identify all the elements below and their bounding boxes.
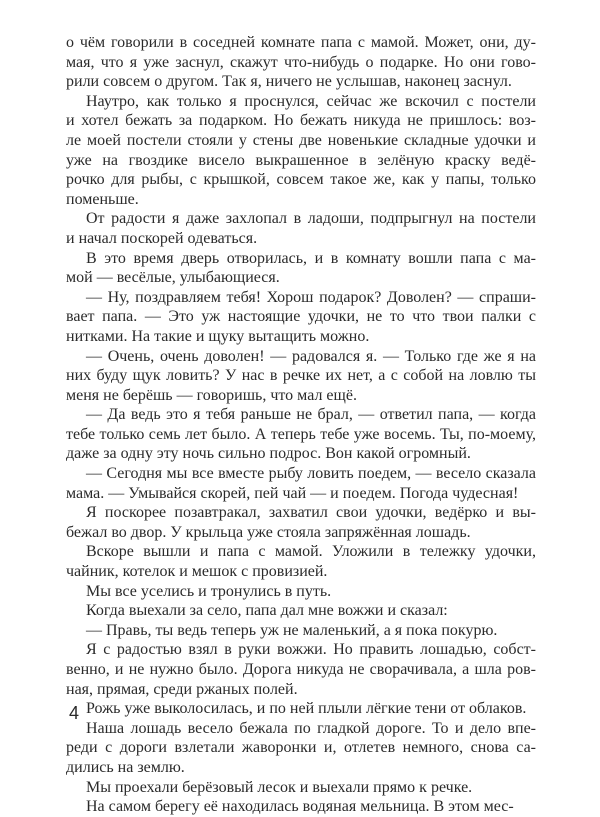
text-line: В это время дверь отворилась, и в комнату вошли папа с ма- xyxy=(86,249,536,267)
text-line: мой — весёлые, улыбающиеся. xyxy=(66,269,280,287)
text-line: чайник, котелок и мешок с провизией. xyxy=(66,563,328,581)
text-line: о чём говорили в соседней комнате папа с мамой. Может, они, ду- xyxy=(66,34,536,51)
text-line: Я с радостью взял в руки вожжи. Но править лошадью, собст- xyxy=(86,641,536,659)
text-line: — Правь, ты ведь теперь уж не маленький, а я пока покурю. xyxy=(86,621,498,639)
text-line: дились на землю. xyxy=(66,758,185,776)
text-line: — Очень, очень доволен! — радовался я. — Только где же я на xyxy=(86,347,536,365)
text-line: Наша лошадь весело бежала по гладкой дороге. То и дело впе- xyxy=(86,719,536,737)
text-line: От радости я даже захлопал в ладоши, подпрыгнул на постели xyxy=(86,210,536,228)
text-line: — Да ведь это я тебя раньше не брал, — ответил папа, — когда xyxy=(86,406,536,424)
text-line: мая, что я уже заснул, скажут что-нибудь о подарке. Но они гово- xyxy=(66,53,536,71)
text-line: ле моей постели стояли у стены две новенькие складные удочки и xyxy=(66,131,536,149)
page-number: 4 xyxy=(69,703,80,723)
text-line: Мы все уселись и тронулись в путь. xyxy=(86,582,332,600)
text-line: меня не берёшь — говоришь, что мал ещё. xyxy=(66,386,357,404)
text-line: Когда выехали за село, папа дал мне вожжи и сказал: xyxy=(86,602,448,620)
text-line: вает папа. — Это уж настоящие удочки, не то что твои палки с xyxy=(66,308,536,326)
text-line: них буду щук ловить? У нас в речке их нет, а с собой на ловлю ты xyxy=(66,367,536,385)
text-line: Я поскорее позавтракал, захватил свои удочки, ведёрко и вы- xyxy=(86,504,536,522)
text-line: поменьше. xyxy=(66,190,139,208)
text-line: Мы проехали берёзовый лесок и выехали прямо к речке. xyxy=(86,778,473,796)
text-line: Рожь уже выколосилась, и по ней плыли лёгкие тени от облаков. xyxy=(86,700,527,718)
text-line: уже на гвоздике висело выкрашенное в зелёную краску ведё- xyxy=(66,151,536,169)
text-line: рили совсем о другом. Так я, ничего не услышав, наконец заснул. xyxy=(66,73,512,91)
text-line: рочко для рыбы, с крышкой, совсем такое же, как у папы, только xyxy=(66,171,536,189)
text-line: мама. — Умывайся скорей, пей чай — и поедем. Погода чудесная! xyxy=(66,484,519,502)
text-line: ная, прямая, среди ржаных полей. xyxy=(66,680,298,698)
text-line: и начал поскорей одеваться. xyxy=(66,229,258,247)
text-line: даже за одну эту ночь сильно подрос. Вон какой огромный. xyxy=(66,445,471,463)
text-line: нитками. На такие и щуку вытащить можно. xyxy=(66,327,370,345)
text-line: Наутро, как только я проснулся, сейчас же вскочил с постели xyxy=(86,92,536,110)
text-line: — Ну, поздравляем тебя! Хорош подарок? Доволен? — спраши- xyxy=(86,288,536,306)
text-line: На самом берегу её находилась водяная мельница. В этом мес- xyxy=(86,798,514,816)
text-line: Вскоре вышли и папа с мамой. Уложили в тележку удочки, xyxy=(86,543,536,561)
text-line: реди с дороги взлетали жаворонки и, отлетев немного, снова са- xyxy=(66,739,536,757)
text-line: бежал во двор. У крыльца уже стояла запряжённая лошадь. xyxy=(66,523,471,541)
text-line: венно, и не нужно было. Дорога никуда не сворачивала, а шла ров- xyxy=(66,661,536,678)
text-line: и хотел бежать за подарком. Но бежать никуда не пришлось: воз- xyxy=(66,112,536,130)
text-line: тебе только семь лет было. А теперь тебе уже восемь. Ты, по-моему, xyxy=(66,425,536,443)
text-line: — Сегодня мы все вместе рыбу ловить поедем, — весело сказала xyxy=(86,465,536,483)
page-body-text xyxy=(66,33,536,817)
